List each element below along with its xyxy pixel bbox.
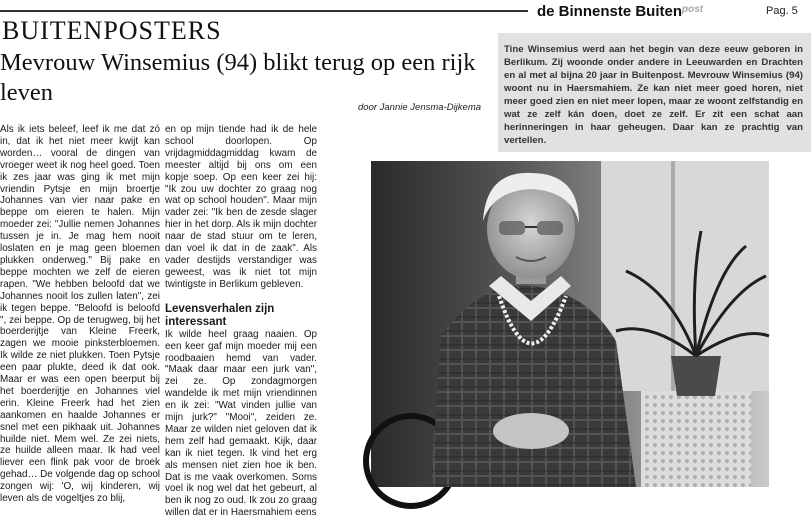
intro-text: Tine Winsemius werd aan het begin van deze eeuw geboren in Berlikum. Zij woonde onder andere in Leeuwarden en Drachten en al met al bijna 20 jaar in Buitenpost. Mevrouw Winsemius (94) woont nu in Haersmahiem. Ze kan niet meer goed horen, niet meer goed zien en niet meer lopen, maar ze woont zelfstandig en wat ze zelf kán doen, doet ze zelf. Er zit een schat aan herinneringen in haar geheugen. Daar kan ze prachtig van vertellen. <box>504 44 803 146</box>
article-headline: Mevrouw Winsemius (94) blikt terug op een rijk leven <box>0 49 476 106</box>
portrait-photo-illustration <box>371 161 769 487</box>
article-column-1 <box>0 124 160 505</box>
column-1-text: Als ik iets beleef, leef ik me dat zó in, dat ik het niet meer kwijt kan worden… vooral de dingen van vroeger weet ik nog heel goed. Toen ik zes jaar was ging ik met mijn vriendin Pytsje en mijn broertje Johannes van vier naar pake en beppe om eieren te halen. Mijn moeder zei: "Jullie nemen Johannes tussen je in. Je mag hem nooit loslaten en je mag geen bloemen plukken onderweg." Bij pake en beppe mochten we zelf de eieren rapen. "We hebben beloofd dat we Johannes nooit los zullen laten", zei ik tegen beppe. "Beloofd is beloofd ", zei beppe. Op de terugweg, bij het boerderijtje van Kleine Freerk, zagen we mooie pinksterbloemen. Ik wilde ze niet plukken. Toen Pytsje een paar plukte, deed ik dat ook. Maar er was een open beerput bij het boerderijtje en Johannes viel erin. Kleine Freerk had het zien aankomen en haalde Johannes er snel met een pikhaak uit. Johannes huilde niet. Mem wel. Ze zei niets, ze huilde alleen maar. Ik had veel liever een flink pak voor de broek gehad… De volgende dag op school zongen wij: 'O, wij kinderen, wij leven als de vogeltjes zo blij, <box>0 124 160 505</box>
section-title: BUITENPOSTERS <box>2 16 222 45</box>
article-byline: door Jannie Jensma-Dijkema <box>358 102 482 113</box>
article-column-2 <box>165 124 317 519</box>
intro-box <box>498 33 811 152</box>
column-2-text-b: Ik wilde heel graag naaien. Op een keer gaf mijn moeder mij een roodbaaien hemd van vader. "Maak daar maar een jurk van", zei ze. Op zondagmorgen wandelde ik met mijn vriendinnen en ik zei: "Wat vinden jullie van mijn jurk?" "Mooi", zeiden ze. Maar ze wilden niet geloven dat ik hem zelf had gemaakt. Kijk, daar kan ik niet tegen. Ik vind het erg als mensen niet zien hoe ik ben. Dat is me vaak overkomen. Soms voel ik nog wel dat het gebeurt, al ben ik nog zo oud. Ik zou zo graag willen dat er in Haersmahiem eens <box>165 328 317 519</box>
page-number: Pag. 5 <box>766 5 798 17</box>
newspaper-name <box>537 3 703 20</box>
portrait-photo <box>371 161 769 487</box>
article-subhead: Levensverhalen zijn interessant <box>165 302 275 328</box>
header-rule <box>0 10 528 12</box>
newspaper-name-main: de Binnenste Buiten <box>537 3 683 20</box>
column-2-text-a: en op mijn tiende had ik de hele school doorlopen. Op vrijdagmiddagmiddag kwam de meester altijd bij ons om een kopje soep. Op een keer zei hij: "Ik zou uw dochter zo graag nog wat op school houden". Maar mijn vader zei: "Ik ben de zesde slager hier in het dorp. Als ik mijn dochter naar de stad stuur om te leren, dan voel ik dat in de zaak". Als vader destijds verstandiger was geweest, was ik niet tot mijn twintigste in Berlikum gebleven. <box>165 124 317 290</box>
newspaper-name-suffix: post <box>682 4 704 15</box>
